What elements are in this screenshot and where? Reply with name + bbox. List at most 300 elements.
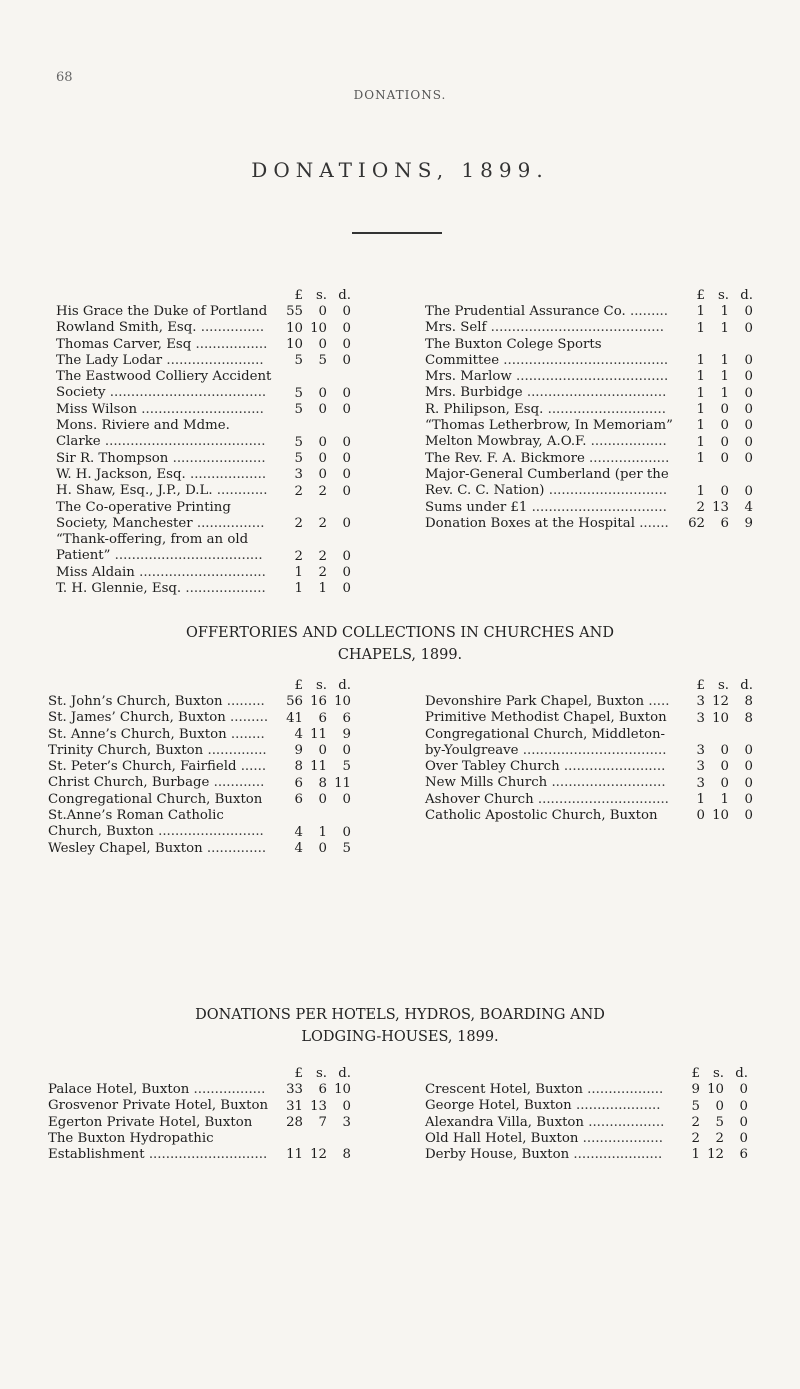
pounds-value: 2: [294, 548, 303, 564]
list-item: [425, 792, 755, 808]
pence-header: d.: [740, 288, 753, 303]
entry-amount: [683, 435, 755, 451]
pence-value: 10: [334, 1082, 351, 1098]
entry-name: Ashover Church: [425, 791, 534, 807]
leader-dots: ............................: [544, 483, 668, 499]
list-item: [48, 743, 353, 759]
running-head: DONATIONS.: [353, 88, 447, 102]
pence-value: 8: [744, 694, 753, 710]
entry-amount: [281, 694, 353, 710]
pounds-value: 3: [696, 759, 705, 775]
pence-value: 8: [342, 1147, 351, 1163]
leader-dots: ..................: [582, 1082, 664, 1097]
pounds-value: 3: [696, 743, 705, 759]
list-item: [56, 565, 353, 581]
shillings-value: 0: [318, 402, 327, 418]
pence-value: 8: [744, 710, 753, 726]
currency-header: [48, 1066, 353, 1082]
pence-value: 0: [342, 304, 351, 320]
leader-dots: .............................: [137, 401, 264, 417]
shillings-value: 13: [712, 499, 729, 515]
pounds-value: 4: [294, 840, 303, 856]
entry-amount: [683, 759, 755, 775]
entry-amount: [281, 792, 353, 808]
entry-name: Congregational Church, Middleton-by-Youlgreave: [425, 726, 666, 758]
pence-value: 0: [744, 402, 753, 418]
pounds-value: 2: [691, 1131, 700, 1147]
pence-value: 6: [342, 710, 351, 726]
pence-value: 0: [342, 516, 351, 532]
page-number: 68: [56, 70, 73, 85]
pounds-header: £: [294, 678, 303, 693]
shillings-value: 1: [720, 385, 729, 401]
entry-amount: [678, 1099, 750, 1115]
entry-name: St. James’ Church, Buxton: [48, 710, 226, 726]
pence-value: 0: [744, 450, 753, 466]
list-item: [56, 304, 353, 320]
pounds-value: 1: [696, 369, 705, 385]
leader-dots: .................: [191, 336, 268, 352]
pounds-value: 33: [286, 1082, 303, 1098]
leader-dots: .........................................: [486, 320, 664, 336]
pence-value: 0: [342, 581, 351, 597]
currency-header: [48, 678, 353, 694]
title-rule: [352, 232, 442, 234]
pounds-value: 9: [294, 743, 303, 759]
pounds-value: 3: [696, 710, 705, 726]
entry-name: Thomas Carver, Esq: [56, 336, 192, 352]
shillings-value: 2: [318, 516, 327, 532]
leader-dots: ...........................: [547, 775, 666, 791]
entry-amount: [678, 1131, 750, 1147]
pence-header: d.: [338, 678, 351, 693]
list-item: [425, 304, 755, 320]
shillings-value: 0: [715, 1098, 724, 1114]
shillings-value: 0: [720, 402, 729, 418]
shillings-value: 0: [720, 434, 729, 450]
entry-amount: [683, 516, 755, 532]
pence-header: d.: [338, 1066, 351, 1081]
list-item: [425, 369, 755, 385]
leader-dots: ............................: [543, 401, 666, 417]
entry-name: H. Shaw, Esq., J.P., D.L.: [56, 483, 213, 499]
pounds-value: 10: [286, 320, 303, 336]
shillings-value: 10: [712, 808, 729, 824]
hotels-left-column: [48, 1066, 353, 1163]
list-item: [425, 320, 755, 336]
pence-value: 0: [342, 320, 351, 336]
entry-amount: [683, 304, 755, 320]
pounds-value: 5: [691, 1098, 700, 1114]
leader-dots: .....................: [569, 1147, 663, 1163]
pence-value: 4: [744, 499, 753, 515]
pounds-header: £: [294, 1066, 303, 1081]
shillings-value: 0: [318, 840, 327, 856]
entry-name: St. John’s Church, Buxton: [48, 694, 223, 709]
entry-amount: [281, 402, 353, 418]
entry-amount: [281, 321, 353, 337]
entry-name: St.Anne’s Roman Catholic Church, Buxton: [48, 808, 224, 840]
list-item: [48, 792, 353, 808]
entry-amount: [281, 711, 353, 727]
leader-dots: ........: [226, 726, 265, 742]
pence-value: 0: [342, 792, 351, 808]
shillings-value: 0: [318, 467, 327, 483]
entry-name: Derby House, Buxton: [425, 1147, 570, 1163]
leader-dots: .....: [644, 694, 670, 709]
entry-name: The Buxton Colege Sports Committee: [425, 336, 602, 368]
pence-value: 0: [744, 418, 753, 434]
list-item: [425, 1131, 750, 1147]
leader-dots: ............................: [144, 1147, 268, 1163]
pounds-value: 4: [294, 824, 303, 840]
list-item: [48, 1082, 353, 1098]
shillings-value: 1: [720, 353, 729, 369]
entry-name: W. H. Jackson, Esq.: [56, 466, 186, 482]
pounds-value: 5: [294, 434, 303, 450]
leader-dots: ...................: [578, 1130, 663, 1146]
entry-name: The Eastwood Colliery Accident Society: [56, 369, 272, 401]
list-item: [56, 532, 353, 565]
pounds-value: 4: [294, 726, 303, 742]
entry-name: Devonshire Park Chapel, Buxton: [425, 694, 645, 709]
pence-header: d.: [740, 678, 753, 693]
entry-name: The Lady Lodar: [56, 352, 163, 368]
entry-amount: [683, 694, 755, 710]
pence-value: 3: [342, 1114, 351, 1130]
leader-dots: ...................: [181, 581, 266, 597]
shillings-value: 13: [310, 1098, 327, 1114]
leader-dots: ................: [192, 515, 265, 531]
leader-dots: ..................: [185, 466, 267, 482]
list-item: [48, 1115, 353, 1131]
pence-value: 0: [739, 1131, 748, 1147]
entry-amount: [678, 1115, 750, 1131]
pence-value: 0: [342, 467, 351, 483]
entry-name: George Hotel, Buxton: [425, 1098, 572, 1114]
list-item: [56, 581, 353, 597]
entry-amount: [678, 1082, 750, 1098]
pounds-value: 5: [294, 402, 303, 418]
entry-name: Christ Church, Burbage: [48, 775, 210, 791]
pence-value: 0: [744, 808, 753, 824]
entry-amount: [683, 402, 755, 418]
hotels-title: [40, 1004, 760, 1048]
hotels-title-line1: DONATIONS PER HOTELS, HYDROS, BOARDING AND: [195, 1007, 605, 1023]
entry-name: Old Hall Hotel, Buxton: [425, 1130, 579, 1146]
shillings-value: 0: [720, 759, 729, 775]
shillings-header: s.: [712, 1066, 724, 1081]
leader-dots: ..................................: [518, 742, 667, 758]
shillings-value: 1: [318, 581, 327, 597]
pence-value: 0: [342, 353, 351, 369]
hotels-right-column: [425, 1066, 750, 1163]
entry-amount: [281, 743, 353, 759]
list-item: [425, 727, 755, 760]
list-item: [56, 418, 353, 451]
leader-dots: ...............: [196, 320, 265, 336]
list-item: [56, 337, 353, 353]
shillings-value: 2: [318, 548, 327, 564]
entry-amount: [281, 451, 353, 467]
pounds-header: £: [696, 678, 705, 693]
entry-name: Mrs. Burbidge: [425, 385, 523, 401]
pounds-value: 55: [286, 304, 303, 320]
pounds-value: 1: [294, 565, 303, 581]
shillings-value: 0: [318, 450, 327, 466]
entry-amount: [281, 581, 353, 597]
shillings-value: 0: [720, 483, 729, 499]
entry-name: “Thomas Letherbrow, In Memoriam”: [425, 418, 673, 434]
shillings-value: 1: [318, 824, 327, 840]
shillings-value: 0: [720, 418, 729, 434]
offertories-left-column: [48, 678, 353, 857]
entry-amount: [683, 321, 755, 337]
entry-amount: [281, 337, 353, 353]
entry-name: R. Philipson, Esq.: [425, 401, 544, 417]
pence-value: 0: [744, 759, 753, 775]
entry-name: The Rev. F. A. Bickmore: [425, 450, 585, 466]
pounds-value: 1: [696, 483, 705, 499]
entry-amount: [281, 841, 353, 857]
list-item: [425, 385, 755, 401]
shillings-value: 0: [318, 336, 327, 352]
pence-value: 6: [739, 1147, 748, 1163]
leader-dots: ..............: [202, 840, 267, 856]
list-item: [425, 1147, 750, 1163]
entry-amount: [683, 353, 755, 369]
entry-name: St. Anne’s Church, Buxton: [48, 726, 227, 742]
list-item: [48, 808, 353, 841]
shillings-value: 0: [720, 450, 729, 466]
entry-amount: [683, 743, 755, 759]
leader-dots: .........................: [153, 824, 264, 840]
pence-value: 0: [342, 483, 351, 499]
list-item: [56, 353, 353, 369]
entry-amount: [683, 711, 755, 727]
list-item: [48, 1131, 353, 1164]
shillings-value: 1: [720, 369, 729, 385]
pounds-value: 2: [696, 499, 705, 515]
shillings-value: 6: [318, 710, 327, 726]
pounds-value: 41: [286, 710, 303, 726]
pence-value: 5: [342, 759, 351, 775]
pounds-value: 8: [294, 759, 303, 775]
currency-header: [425, 1066, 750, 1082]
shillings-value: 1: [720, 304, 729, 320]
list-item: [56, 320, 353, 336]
shillings-value: 0: [318, 434, 327, 450]
entry-amount: [281, 1099, 353, 1115]
list-item: [56, 369, 353, 402]
pounds-value: 3: [696, 694, 705, 710]
list-item: [48, 775, 353, 791]
shillings-value: 16: [310, 694, 327, 710]
shillings-header: s.: [315, 288, 327, 303]
currency-header: [56, 288, 353, 304]
entry-amount: [683, 418, 755, 434]
pounds-value: 62: [688, 516, 705, 532]
leader-dots: .......................: [162, 352, 264, 368]
pounds-value: 1: [696, 402, 705, 418]
leader-dots: ................................: [527, 499, 667, 515]
pounds-header: £: [691, 1066, 700, 1081]
shillings-value: 0: [318, 792, 327, 808]
pounds-value: 2: [294, 483, 303, 499]
entry-name: Wesley Chapel, Buxton: [48, 840, 203, 856]
shillings-value: 2: [318, 565, 327, 581]
leader-dots: .....................................: [105, 385, 267, 401]
pounds-value: 1: [691, 1147, 700, 1163]
shillings-value: 0: [720, 743, 729, 759]
shillings-header: s.: [315, 1066, 327, 1081]
entry-amount: [281, 1082, 353, 1098]
entry-name: Trinity Church, Buxton: [48, 742, 204, 758]
shillings-value: 2: [715, 1131, 724, 1147]
list-item: [56, 467, 353, 483]
entry-name: “Thank-offering, from an old Patient”: [56, 532, 249, 564]
entry-amount: [281, 484, 353, 500]
leader-dots: ..............................: [134, 564, 266, 580]
entry-name: Sir R. Thompson: [56, 450, 169, 466]
list-item: [48, 694, 353, 710]
entry-amount: [683, 808, 755, 824]
entry-name: Grosvenor Private Hotel, Buxton: [48, 1098, 269, 1114]
list-item: [425, 759, 755, 775]
pence-value: 0: [744, 369, 753, 385]
list-item: [425, 1115, 750, 1131]
entry-amount: [281, 467, 353, 483]
pounds-value: 3: [294, 467, 303, 483]
list-item: [56, 500, 353, 533]
list-item: [425, 516, 755, 532]
entry-name: Sums under £1: [425, 499, 528, 515]
list-item: [425, 402, 755, 418]
leader-dots: ....................: [571, 1098, 661, 1114]
pence-value: 0: [342, 824, 351, 840]
currency-header: [425, 288, 755, 304]
pounds-value: 0: [696, 808, 705, 824]
list-item: [48, 841, 353, 857]
offertories-title: [40, 622, 760, 666]
currency-header-amounts: [683, 288, 755, 304]
shillings-value: 2: [318, 483, 327, 499]
pence-value: 0: [739, 1082, 748, 1098]
donations-right-column: [425, 288, 755, 532]
pounds-value: 2: [294, 516, 303, 532]
entry-amount: [281, 727, 353, 743]
shillings-value: 10: [707, 1082, 724, 1098]
entry-amount: [683, 451, 755, 467]
pounds-value: 1: [696, 450, 705, 466]
leader-dots: ........................: [559, 759, 666, 775]
entry-amount: [281, 304, 353, 320]
list-item: [425, 694, 755, 710]
pence-value: 0: [744, 483, 753, 499]
list-item: [48, 727, 353, 743]
entry-name: Palace Hotel, Buxton: [48, 1082, 190, 1097]
entry-name: Mrs. Self: [425, 320, 487, 336]
pence-value: 0: [744, 320, 753, 336]
pence-value: 0: [744, 775, 753, 791]
shillings-header: s.: [717, 678, 729, 693]
entry-name: Crescent Hotel, Buxton: [425, 1082, 583, 1097]
shillings-value: 0: [318, 743, 327, 759]
pence-value: 9: [342, 726, 351, 742]
pounds-value: 1: [696, 385, 705, 401]
leader-dots: ......: [236, 759, 267, 775]
list-item: [425, 710, 755, 726]
shillings-value: 10: [712, 710, 729, 726]
shillings-header: s.: [315, 678, 327, 693]
shillings-value: 10: [310, 320, 327, 336]
leader-dots: ......................: [168, 450, 266, 466]
entry-name: The Co-operative Printing Society, Manchester: [56, 499, 231, 531]
pence-value: 11: [334, 775, 351, 791]
list-item: [48, 1098, 353, 1114]
shillings-value: 5: [318, 353, 327, 369]
entry-amount: [683, 369, 755, 385]
entry-amount: [281, 565, 353, 581]
entry-amount: [281, 435, 353, 451]
list-item: [425, 467, 755, 500]
entry-name: Donation Boxes at the Hospital: [425, 515, 635, 531]
leader-dots: .........: [222, 694, 265, 709]
list-item: [56, 451, 353, 467]
entry-amount: [281, 825, 353, 841]
shillings-value: 0: [318, 385, 327, 401]
pounds-value: 31: [286, 1098, 303, 1114]
shillings-value: 0: [720, 775, 729, 791]
offertories-title-line1: OFFERTORIES AND COLLECTIONS IN CHURCHES AND: [186, 625, 614, 641]
currency-header: [425, 678, 755, 694]
entry-amount: [683, 386, 755, 402]
leader-dots: ............: [209, 775, 265, 791]
leader-dots: .......................................: [499, 352, 669, 368]
pence-header: d.: [735, 1066, 748, 1081]
list-item: [425, 500, 755, 516]
leader-dots: ............: [212, 483, 268, 499]
shillings-value: 11: [310, 759, 327, 775]
entry-amount: [281, 516, 353, 532]
list-item: [425, 337, 755, 370]
shillings-value: 12: [310, 1147, 327, 1163]
pounds-header: £: [696, 288, 705, 303]
entry-amount: [683, 500, 755, 516]
shillings-value: 12: [707, 1147, 724, 1163]
pounds-value: 6: [294, 792, 303, 808]
pence-value: 0: [342, 434, 351, 450]
pounds-value: 56: [286, 694, 303, 710]
entry-name: The Prudential Assurance Co.: [425, 304, 626, 319]
entry-amount: [281, 1115, 353, 1131]
list-item: [425, 1098, 750, 1114]
entry-name: Primitive Methodist Chapel, Buxton: [425, 710, 667, 726]
leader-dots: ...................: [584, 450, 670, 466]
pence-value: 0: [342, 385, 351, 401]
shillings-header: s.: [717, 288, 729, 303]
pounds-value: 1: [696, 792, 705, 808]
list-item: [48, 759, 353, 775]
entry-amount: [281, 353, 353, 369]
entry-amount: [683, 484, 755, 500]
pounds-value: 1: [696, 418, 705, 434]
leader-dots: ..................: [586, 434, 667, 450]
currency-header-amounts: [683, 678, 755, 694]
currency-header-amounts: [678, 1066, 750, 1082]
entry-name: Alexandra Villa, Buxton: [425, 1114, 584, 1130]
currency-header-amounts: [281, 678, 353, 694]
